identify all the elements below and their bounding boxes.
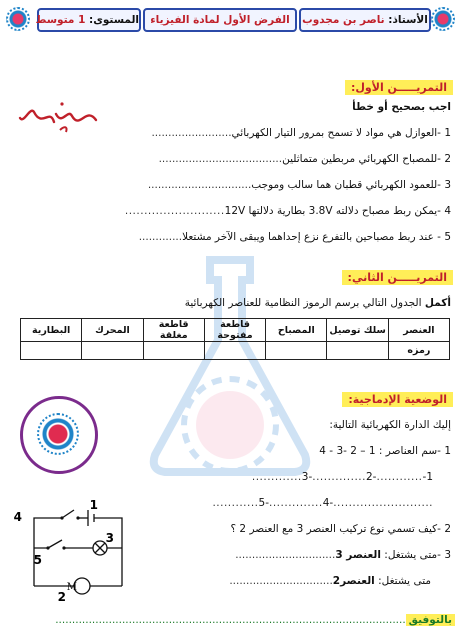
table-cell [143, 342, 204, 360]
answer-line: 1-............-2..............-3............. [251, 471, 433, 483]
question-1: 1 -سم العناصر : 1 – 2 -3 - 4 [319, 445, 451, 457]
motor-symbol: M [66, 582, 77, 593]
footer: بالتوفيق......................................................................................................... [6, 612, 455, 628]
teacher-name: ناصر بن مجدوب [302, 14, 385, 26]
watermark-flask-icon [100, 240, 360, 500]
table-header-cell: سلك توصيل [327, 319, 388, 342]
question-2: 2 -كيف تسمي نوع تركيب العنصر 3 مع العنصر 2 ؟ [230, 523, 451, 535]
exercise1-item: 4 -يمكن ربط مصباح دلالته 3.8V بطارية دلالتها 12V.......................... [124, 205, 451, 217]
exercise1-item: 1 -العوازل هي مواد لا تسمح بمرور التيار الكهربائي........................ [151, 127, 451, 139]
header [6, 4, 455, 34]
question-3: 3 -متى يشتغل: العنصر 3.............................. [235, 549, 451, 561]
level-box [37, 8, 141, 32]
table-row [21, 342, 450, 360]
circuit-label-3: 3 [105, 531, 114, 545]
table-cell [204, 342, 265, 360]
level-value: 1 متوسط [35, 14, 86, 26]
exercise1-item: 5 - عند ربط مصباحين بالتفرع نزع إحداهما ويبقى الآخر مشتعلا............. [138, 231, 451, 243]
exercise1-item: 3 -للعمود الكهربائي قطبان هما سالب وموجب............................... [147, 179, 451, 191]
table-header-row [21, 319, 450, 342]
school-stamp-icon [20, 396, 98, 474]
table-row-label: رمزه [388, 342, 449, 360]
exercise1-item: 2 -للمصباح الكهربائي مربطين متماثلين..................................... [158, 153, 451, 165]
table-header-cell: المصباح [266, 319, 327, 342]
gear-logo-icon [6, 7, 30, 31]
teacher-box [299, 8, 431, 32]
circuit-label-2: 2 [57, 590, 66, 604]
teacher-label: الأستاذ: [388, 14, 428, 26]
question-4: متى يشتغل: العنصر2............................... [229, 575, 431, 587]
exercise1-instruction: اجب بصحيح أو خطأ [352, 101, 451, 113]
table-header-cell: المحرك [82, 319, 143, 342]
exercise2-title: التمريـــــن الثاني: [342, 270, 453, 285]
table-header-cell: العنصر [388, 319, 449, 342]
answer-line: ..........................-4..............-5............ [212, 497, 433, 509]
table-header-cell: قاطعة مغلقة [143, 319, 204, 342]
table-cell [82, 342, 143, 360]
circuit-label-1: 1 [89, 500, 98, 512]
circuit-diagram [14, 500, 134, 604]
table-header-cell: قاطعة مفتوحة [204, 319, 265, 342]
table-cell [21, 342, 82, 360]
table-cell [327, 342, 388, 360]
closing-text: بالتوفيق [406, 614, 455, 626]
integration-intro: إليك الدارة الكهربائية التالية: [329, 419, 451, 431]
subject-box: الفرض الأول لمادة الفيزياء [143, 8, 297, 32]
exercise1-title: التمريـــــن الأول: [345, 80, 453, 95]
symbols-table [20, 318, 450, 360]
table-cell [266, 342, 327, 360]
exercise2-instruction: أكمل الجدول التالي برسم الرموز النظامية للعناصر الكهربائية [184, 297, 451, 309]
integration-title: الوضعية الإدماجية: [342, 392, 453, 407]
circuit-label-5: 5 [33, 553, 42, 567]
gear-logo-icon [431, 7, 455, 31]
level-label: المستوى: [89, 14, 139, 26]
table-header-cell: البطارية [21, 319, 82, 342]
circuit-label-4: 4 [14, 510, 22, 524]
